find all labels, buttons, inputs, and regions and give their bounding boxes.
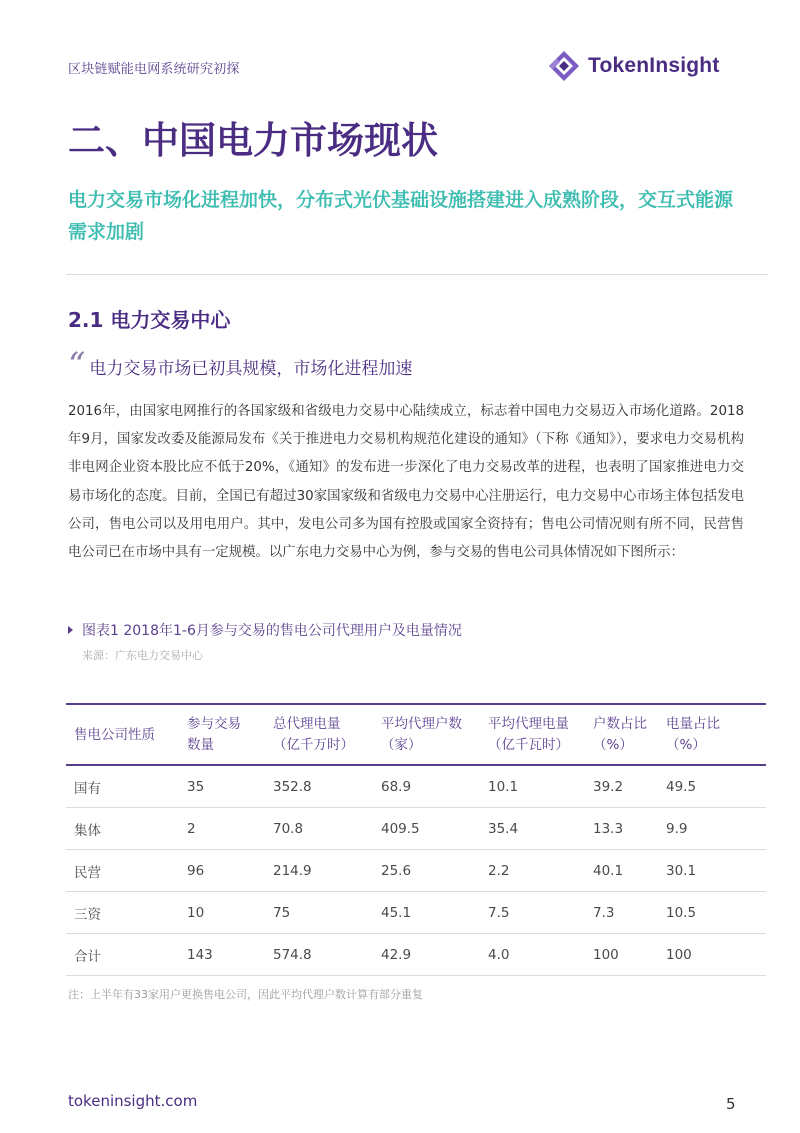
table-note: 注：上半年有33家用户更换售电公司，因此平均代理户数计算有部分重复: [68, 988, 423, 1001]
table-cell: 96: [187, 850, 273, 892]
section-title: 2.1 电力交易中心: [68, 308, 231, 332]
table-cell: 45.1: [381, 892, 488, 934]
page-subtitle: 电力交易市场化进程加快，分布式光伏基础设施搭建进入成熟阶段，交互式能源需求加剧: [68, 189, 734, 243]
table-header-row: [66, 704, 766, 765]
footer-website-link[interactable]: tokeninsight.com: [68, 1092, 198, 1110]
table-cell: 70.8: [273, 808, 381, 850]
quote-mark-icon: “: [68, 345, 86, 385]
logo-text: TokenInsight: [588, 54, 720, 77]
page-number: 5: [726, 1095, 736, 1113]
table-cell: 68.9: [381, 765, 488, 808]
figure-caption: [68, 620, 462, 640]
table-cell: 集体: [66, 808, 187, 850]
table-row: [66, 850, 766, 892]
table-cell: 100: [666, 934, 766, 976]
table-cell: 民营: [66, 850, 187, 892]
table-cell: 国有: [66, 765, 187, 808]
header-cell: 户数占比 （%）: [593, 704, 666, 765]
table-cell: 三资: [66, 892, 187, 934]
table-cell: 25.6: [381, 850, 488, 892]
table-cell: 合计: [66, 934, 187, 976]
header-cell: 售电公司性质: [66, 704, 187, 765]
pull-quote: [68, 345, 413, 386]
caret-right-icon: [68, 626, 73, 634]
header-cell: 参与交易 数量: [187, 704, 273, 765]
table-row-total: [66, 934, 766, 976]
figure-source: 来源：广东电力交易中心: [82, 649, 203, 662]
data-table: [66, 703, 766, 976]
header-cell: 平均代理户数 （家）: [381, 704, 488, 765]
page-title: 二、中国电力市场现状: [68, 119, 438, 162]
table-cell: 7.5: [488, 892, 593, 934]
table-cell: 13.3: [593, 808, 666, 850]
document-title: 区块链赋能电网系统研究初探: [68, 62, 240, 77]
table-row: [66, 765, 766, 808]
table-cell: 143: [187, 934, 273, 976]
table-cell: 75: [273, 892, 381, 934]
quote-text: 电力交易市场已初具规模，市场化进程加速: [89, 359, 413, 379]
table-cell: 7.3: [593, 892, 666, 934]
figure-caption-text: 图表1 2018年1-6月参与交易的售电公司代理用户及电量情况: [82, 623, 462, 639]
table-cell: 10: [187, 892, 273, 934]
brand-logo[interactable]: [548, 48, 720, 84]
table-cell: 2: [187, 808, 273, 850]
header-cell: 电量占比 （%）: [666, 704, 766, 765]
section-divider: [66, 274, 768, 275]
table-row: [66, 808, 766, 850]
table-cell: 100: [593, 934, 666, 976]
table-row: [66, 892, 766, 934]
table-cell: 10.5: [666, 892, 766, 934]
table-cell: 35: [187, 765, 273, 808]
tokeninsight-logo-icon: [548, 50, 580, 82]
header-cell: 平均代理电量 （亿千瓦时）: [488, 704, 593, 765]
header-cell: 总代理电量 （亿千万时）: [273, 704, 381, 765]
body-paragraph: 2016年，由国家电网推行的各国家级和省级电力交易中心陆续成立，标志着中国电力交易迈入市场化道路。2018年9月，国家发改委及能源局发布《关于推进电力交易机构规范化建设的通知》（下称《通知》），要求电力交易机构非电网企业资本股比应不低于20%，《通知》的发布进一步深化了电力交易改革的进程，也表明了国家推进电力交易市场化的态度。目前，全国已有超过30家国家级和省级电力交易中心注册运行，电力交易中心市场主体包括发电公司，售电公司以及用电用户。其中，发电公司多为国有控股或国家全资持有；售电公司情况则有所不同，民营售电公司已在市场中具有一定规模。以广东电力交易中心为例，参与交易的售电公司具体情况如下图所示：: [68, 404, 744, 561]
table-cell: 35.4: [488, 808, 593, 850]
table-cell: 4.0: [488, 934, 593, 976]
table-cell: 42.9: [381, 934, 488, 976]
table-cell: 10.1: [488, 765, 593, 808]
table-cell: 49.5: [666, 765, 766, 808]
table-cell: 574.8: [273, 934, 381, 976]
table-cell: 30.1: [666, 850, 766, 892]
table-cell: 39.2: [593, 765, 666, 808]
table-cell: 9.9: [666, 808, 766, 850]
table-cell: 40.1: [593, 850, 666, 892]
table-cell: 352.8: [273, 765, 381, 808]
table-cell: 409.5: [381, 808, 488, 850]
table-cell: 214.9: [273, 850, 381, 892]
table-cell: 2.2: [488, 850, 593, 892]
